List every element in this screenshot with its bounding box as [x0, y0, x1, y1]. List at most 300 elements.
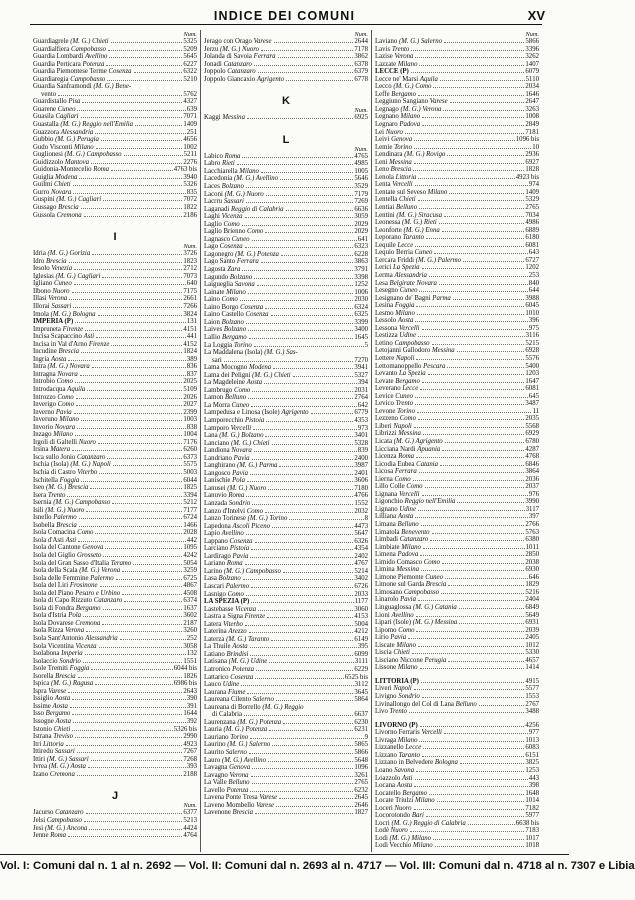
comune-name: Istonio Chieti — [33, 725, 71, 733]
comune-name: Laino Como — [204, 296, 238, 304]
comune-number: 1008 — [525, 113, 539, 121]
comune-number: 6377 — [183, 809, 197, 817]
comune-name: Issogne Aosta — [33, 718, 71, 726]
comune-name: Levate Bergamo — [375, 377, 420, 385]
comune-entry — [33, 643, 197, 651]
province-name: (M. G.) Reggio di Calabria — [391, 819, 466, 827]
province-name: Vicenza — [75, 642, 97, 650]
comune-number: 2038 — [525, 558, 539, 566]
comune-entry — [204, 364, 368, 372]
comune-entry — [33, 454, 197, 462]
province-name: Asti — [83, 333, 95, 341]
comune-number: 6726 — [354, 583, 368, 590]
comune-entry — [375, 805, 539, 813]
comune-entry — [33, 809, 197, 817]
comune-entry — [375, 438, 539, 446]
comune-number: 1645 — [354, 333, 368, 341]
comune-entry — [204, 741, 368, 749]
comune-number: 398 — [528, 782, 539, 790]
province-name: Catanzaro — [227, 68, 256, 76]
number-column-label: Num. — [354, 107, 368, 115]
comune-number: 2036 — [525, 475, 539, 483]
leader-dots — [242, 225, 354, 226]
comune-name: Lappano Cosenza — [204, 537, 253, 545]
province-name: Cuneo — [53, 280, 72, 288]
leader-dots — [264, 383, 357, 384]
comune-entry — [204, 447, 368, 455]
province-name: Roma — [50, 832, 67, 840]
comune-number: 5328 — [354, 439, 368, 447]
comune-entry — [375, 701, 539, 709]
province-name: Bergamo — [391, 90, 416, 98]
comune-number: 7268 — [183, 755, 197, 763]
leader-dots — [434, 253, 527, 254]
comune-name: Leporano Taranto — [375, 234, 425, 242]
province-name: Savona — [234, 281, 255, 289]
province-name: Reggio di Calabria — [231, 205, 284, 213]
province-name: Palermo — [53, 514, 77, 522]
comune-number: 7182 — [525, 804, 539, 812]
province-name: Matera — [50, 446, 71, 454]
comune-entry — [33, 733, 197, 741]
comune-number: 5215 — [525, 339, 539, 347]
province-name: Belluno — [397, 521, 419, 528]
comune-number: 4985 — [354, 160, 368, 168]
comune-name: Limone Piemonte Cuneo — [375, 573, 443, 581]
leader-dots — [426, 816, 524, 817]
province-name: (M. G.) Brescia — [46, 484, 89, 492]
province-name: Como — [394, 475, 411, 483]
comune-entry — [33, 620, 197, 628]
comune-name: Lipomo Como — [375, 626, 415, 634]
comune-name: Guardistallo Pisa — [33, 98, 81, 106]
comune-name: Limbadi Catanzaro — [375, 536, 429, 544]
leader-dots — [250, 474, 353, 475]
province-name: Padova — [397, 551, 419, 559]
leader-dots — [414, 140, 515, 141]
comune-number: 5646 — [354, 175, 368, 183]
comune-entry — [33, 695, 197, 703]
comune-number: 3111 — [354, 658, 368, 666]
comune-number: 443 — [528, 774, 539, 782]
province-name: (M. G.) Aosta — [48, 763, 86, 771]
province-name: Potenza — [226, 786, 249, 794]
comune-name: Leggiuno Sangiano Varese — [375, 98, 448, 106]
comune-entry — [33, 817, 197, 825]
province-name: Aosta — [396, 782, 413, 790]
comune-number: 3487 — [525, 400, 539, 408]
comune-number: 5004 — [354, 620, 368, 628]
leader-dots — [252, 459, 354, 460]
comune-name: Guardia Sanframondi (M. G.) Bene- — [33, 83, 132, 91]
comune-number: 5400 — [525, 362, 539, 370]
comune-number: 5568 — [525, 422, 539, 430]
province-name: Milano — [401, 543, 421, 551]
leader-dots — [109, 57, 182, 58]
comune-number: 2936 — [525, 151, 539, 159]
comune-entry — [375, 295, 539, 303]
comune-entry — [33, 575, 197, 583]
leader-dots — [250, 557, 353, 558]
comune-entry — [33, 718, 197, 726]
index-column-1 — [33, 31, 197, 851]
comune-entry — [375, 642, 539, 650]
province-name: Milano — [427, 188, 448, 196]
province-name: Napoli — [393, 422, 412, 430]
comune-number: 5003 — [183, 468, 197, 476]
comune-name: Leverano Lecce — [375, 385, 419, 393]
comune-number: 2029 — [354, 228, 368, 236]
comune-number: 3398 — [354, 273, 368, 281]
province-name: Cuneo — [231, 235, 250, 243]
comune-entry — [375, 581, 539, 589]
comune-name: Lenta Vercelli — [375, 181, 413, 189]
comune-entry — [375, 189, 539, 197]
comune-number: 1553 — [525, 693, 539, 701]
province-name: Cosenza — [219, 243, 243, 251]
comune-name: Incudine Brescia — [33, 348, 79, 356]
comune-entry — [375, 612, 539, 620]
comune-entry — [375, 121, 539, 129]
comune-number: 1637 — [183, 604, 197, 612]
leader-dots — [418, 646, 524, 647]
comune-entry — [375, 491, 539, 499]
comune-name: Lavis Trento — [375, 45, 410, 53]
leader-dots — [442, 563, 524, 564]
province-name: Littoria — [43, 740, 64, 748]
province-name: (M. G.) Nuoro — [227, 484, 267, 492]
comune-number: 4508 — [183, 589, 197, 597]
comune-number: 3400 — [354, 326, 368, 334]
province-name: Agrigento — [256, 75, 285, 83]
province-name: Padova — [399, 121, 421, 129]
comune-entry — [375, 53, 539, 61]
comune-number: 2646 — [354, 801, 368, 809]
comune-entry — [33, 582, 197, 590]
leader-dots — [274, 42, 354, 43]
comune-name: IMPERIA (P) — [33, 318, 74, 326]
comune-number: 1824 — [183, 348, 197, 356]
comune-number: 6929 — [525, 430, 539, 438]
comune-name: Lesmo Milano — [375, 309, 415, 317]
province-name: Potenza — [232, 666, 255, 674]
comune-name: Limana Belluno — [375, 521, 419, 528]
leader-dots — [439, 223, 525, 224]
comune-name: Lercara Friddi (M. G.) Palermo — [375, 256, 462, 264]
comune-entry — [375, 820, 539, 828]
leader-dots — [89, 829, 182, 830]
province-name: Catania — [416, 460, 439, 468]
province-name: Cuneo — [57, 105, 76, 113]
comune-number: 639 — [186, 105, 197, 113]
comune-number: 3863 — [354, 258, 368, 266]
comune-name: Isca sullo Jonio Catanzaro — [33, 453, 106, 461]
page-title: INDICE DEI COMUNI — [213, 9, 356, 23]
province-name: Belgirate Novara — [389, 279, 437, 287]
leader-dots — [252, 391, 353, 392]
comune-number: 7270 — [354, 356, 368, 364]
province-name: Catanzaro — [93, 597, 123, 605]
leader-dots — [246, 534, 354, 535]
comune-name: Lirio Pavia — [375, 634, 407, 642]
leader-dots — [405, 133, 525, 134]
comune-name: Ittiredu Sassari — [33, 748, 75, 756]
comune-number: 4915 — [525, 677, 539, 685]
leader-dots — [107, 80, 182, 81]
leader-dots — [479, 705, 525, 706]
province-name: Genova — [229, 764, 251, 772]
leader-dots — [266, 421, 353, 422]
leader-dots — [72, 292, 183, 293]
comune-entry — [204, 296, 368, 304]
comune-name: Laviano (M. G.) Salerno — [375, 38, 443, 45]
province-name: (M. G.) Ancona — [44, 824, 88, 832]
province-name: Firenze — [244, 613, 266, 621]
comune-number: 837 — [186, 370, 197, 378]
comune-name: Lissone Milano — [375, 664, 418, 672]
comune-number: 2765 — [354, 779, 368, 787]
leader-dots — [425, 487, 525, 488]
leader-dots — [410, 831, 525, 832]
province-name: Belluno — [455, 700, 477, 708]
comune-name: Limbiate Milano — [375, 543, 421, 551]
comune-entry — [33, 401, 197, 409]
leader-dots — [279, 798, 353, 799]
province-name: Varese — [259, 794, 278, 802]
section-letter: I — [113, 231, 117, 244]
comune-entry — [375, 596, 539, 604]
leader-dots — [269, 730, 353, 731]
province-name: Como — [234, 386, 251, 394]
leader-dots — [432, 533, 525, 534]
leader-dots — [251, 406, 356, 407]
comune-entry — [33, 477, 197, 485]
comune-number: 3529 — [354, 183, 368, 191]
comune-name: Guidonia-Montecelio Roma — [33, 166, 110, 174]
comune-name: Lastebasse Vicenza — [204, 605, 257, 613]
comune-name: Loceri Nuoro — [375, 804, 412, 812]
leader-dots — [261, 262, 354, 263]
comune-entry — [204, 266, 368, 274]
province-name: Roma — [228, 492, 245, 500]
comune-entry — [204, 606, 368, 614]
comune-entry — [375, 627, 539, 635]
comune-entry — [204, 183, 368, 191]
comune-entry — [375, 468, 539, 476]
comune-name: Lampedusa e Linosa (Isole) Agrigento — [204, 409, 309, 417]
comune-number: 1647 — [525, 377, 539, 385]
province-name: Campobasso — [70, 45, 107, 53]
comune-entry — [33, 326, 197, 334]
province-name: Novara — [231, 447, 252, 455]
comune-number: 6378 — [354, 60, 368, 68]
comune-entry — [204, 726, 368, 734]
comune-number: 2405 — [525, 634, 539, 642]
province-name: Brescia — [425, 581, 447, 589]
leader-dots — [442, 231, 525, 232]
section-letter: K — [282, 95, 290, 108]
leader-dots — [251, 602, 353, 603]
comune-name: Lazzate Milano — [375, 60, 418, 68]
comune-number: 4287 — [525, 445, 539, 453]
province-name: Como — [406, 483, 423, 491]
comune-entry — [375, 151, 539, 159]
leader-dots — [429, 794, 524, 795]
comune-number: 7175 — [183, 287, 197, 295]
province-name: Como — [56, 378, 73, 386]
comune-number: 3263 — [525, 105, 539, 113]
comune-name: Lascari Palermo — [204, 583, 250, 590]
province-name: Genova — [82, 544, 104, 552]
comune-name: Joppolo Catanzaro — [204, 68, 256, 76]
leader-dots — [419, 208, 524, 209]
comune-name: Licciana Nardi Apuania — [375, 445, 441, 453]
province-name: Como — [246, 507, 263, 515]
comune-name: La Magdeleine Aosta — [204, 379, 263, 387]
leader-dots — [276, 806, 353, 807]
leader-dots — [435, 846, 525, 847]
comune-number: 838 — [186, 423, 197, 431]
comune-number: 5864 — [354, 696, 368, 704]
province-name: Napoli — [393, 685, 412, 693]
comune-name: Laces Bolzano — [204, 183, 244, 191]
comune-entry — [204, 304, 368, 312]
comune-name: Lisciano Niccone Perugia — [375, 656, 447, 664]
comune-entry — [204, 477, 368, 485]
comune-number: 6889 — [525, 226, 539, 234]
province-name: Bergamo — [395, 377, 420, 385]
province-name: Taranto — [402, 234, 425, 242]
number-column-label: Num. — [354, 145, 368, 153]
leader-dots — [58, 95, 182, 96]
comune-name: Kaggi Messina — [204, 114, 245, 122]
comune-name: Guazzora Alessandria — [33, 128, 94, 136]
leader-dots — [68, 692, 182, 693]
comune-number: 6322 — [183, 68, 197, 76]
leader-dots — [87, 390, 182, 391]
comune-name: Lacchiarella Milano — [204, 167, 259, 175]
comune-entry — [33, 590, 197, 598]
comune-name: Jolanda di Savoia Ferrara — [204, 53, 276, 61]
comune-name: Ischia (Isola) (M. G.) Napoli — [33, 461, 111, 469]
comune-name: Lessona Vercelli — [375, 324, 420, 332]
leader-dots — [251, 587, 353, 588]
province-name: Roma — [224, 152, 241, 160]
comune-entry — [375, 737, 539, 745]
leader-dots — [442, 450, 524, 451]
province-name: Teramo — [110, 559, 132, 567]
leader-dots — [245, 217, 354, 218]
comune-entry — [33, 386, 197, 394]
comune-name: Isola del Gran Sasso d'Italia Teramo — [33, 559, 132, 567]
comune-entry — [375, 483, 539, 491]
comune-entry — [375, 693, 539, 701]
province-name: Sondrio — [228, 499, 251, 507]
comune-number: 7183 — [525, 827, 539, 835]
comune-number: 5576 — [525, 354, 539, 362]
leader-dots — [72, 714, 182, 715]
province-name: (M. G.) Campobasso — [223, 567, 281, 575]
province-name: Messina — [398, 430, 421, 438]
leader-dots — [246, 187, 354, 188]
leader-dots — [86, 511, 182, 512]
province-name: Varese — [253, 38, 272, 45]
leader-dots — [252, 768, 353, 769]
province-name: (M. G.) Cagliari — [55, 272, 101, 280]
province-name: Treviso — [53, 733, 73, 741]
comune-entry — [33, 560, 197, 568]
province-name: Roma — [226, 560, 243, 568]
leader-dots — [430, 540, 524, 541]
comune-entry — [204, 334, 368, 342]
leader-dots — [75, 322, 186, 323]
leader-dots — [421, 682, 525, 683]
comune-number: 2027 — [183, 401, 197, 409]
comune-name: Leonessa (M. G.) Rieti — [375, 219, 437, 227]
comune-name: Lauco Udine — [204, 681, 240, 689]
province-name: Ferrara — [394, 468, 417, 476]
province-name: Como — [423, 558, 440, 566]
comune-entry — [33, 635, 197, 643]
province-name: Foggia — [69, 665, 90, 673]
comune-name: Leno Brescia — [375, 166, 412, 174]
comune-name: Letino Campobasso — [375, 339, 430, 347]
comune-number: 1096 — [354, 764, 368, 772]
comune-name: Locri (M. G.) Reggio di Calabria — [375, 819, 466, 827]
comune-number: 640 — [186, 280, 197, 288]
comune-number: 1095 — [183, 544, 197, 552]
comune-name: Guardiagrele (M. G.) Chieti — [33, 38, 109, 45]
comune-number: 2767 — [525, 700, 539, 708]
comune-entry — [204, 492, 368, 500]
province-name: Catanzaro — [399, 536, 429, 544]
comune-name: Illasi Verona — [33, 295, 68, 303]
province-name: (M. G.) Nuoro — [45, 506, 85, 514]
comune-number: 3940 — [183, 173, 197, 181]
comune-number: 2399 — [183, 408, 197, 416]
comune-entry — [204, 485, 368, 493]
leader-dots — [72, 699, 186, 700]
leader-dots — [415, 246, 524, 247]
comune-number: 1648 — [525, 789, 539, 797]
leader-dots — [418, 178, 514, 179]
province-name: (M. G.) Milano — [389, 834, 432, 842]
comune-name: Lavagna Genova — [204, 764, 251, 772]
leader-dots — [415, 517, 527, 518]
comune-entry — [375, 272, 539, 280]
comune-entry — [375, 83, 539, 91]
comune-entry — [33, 98, 197, 106]
comune-number: 6931 — [525, 619, 539, 627]
province-name: Littoria — [395, 173, 417, 181]
comune-number: 7266 — [183, 302, 197, 310]
comune-number: 3116 — [525, 332, 539, 340]
comune-entry — [33, 741, 197, 749]
leader-dots — [124, 155, 183, 156]
comune-entry — [375, 842, 539, 850]
leader-dots — [66, 745, 183, 746]
comune-name: Isorella Brescia — [33, 672, 76, 680]
comune-number: 5213 — [183, 816, 197, 824]
province-name: Pavia — [232, 552, 249, 560]
comune-name: Laion Bolzano — [204, 318, 244, 326]
comune-entry — [375, 181, 539, 189]
comune-entry — [375, 249, 539, 257]
comune-number: 6986 bis — [173, 680, 197, 688]
province-name: Trento — [47, 491, 66, 499]
leader-dots — [101, 140, 183, 141]
comune-number: 393 — [186, 763, 197, 771]
